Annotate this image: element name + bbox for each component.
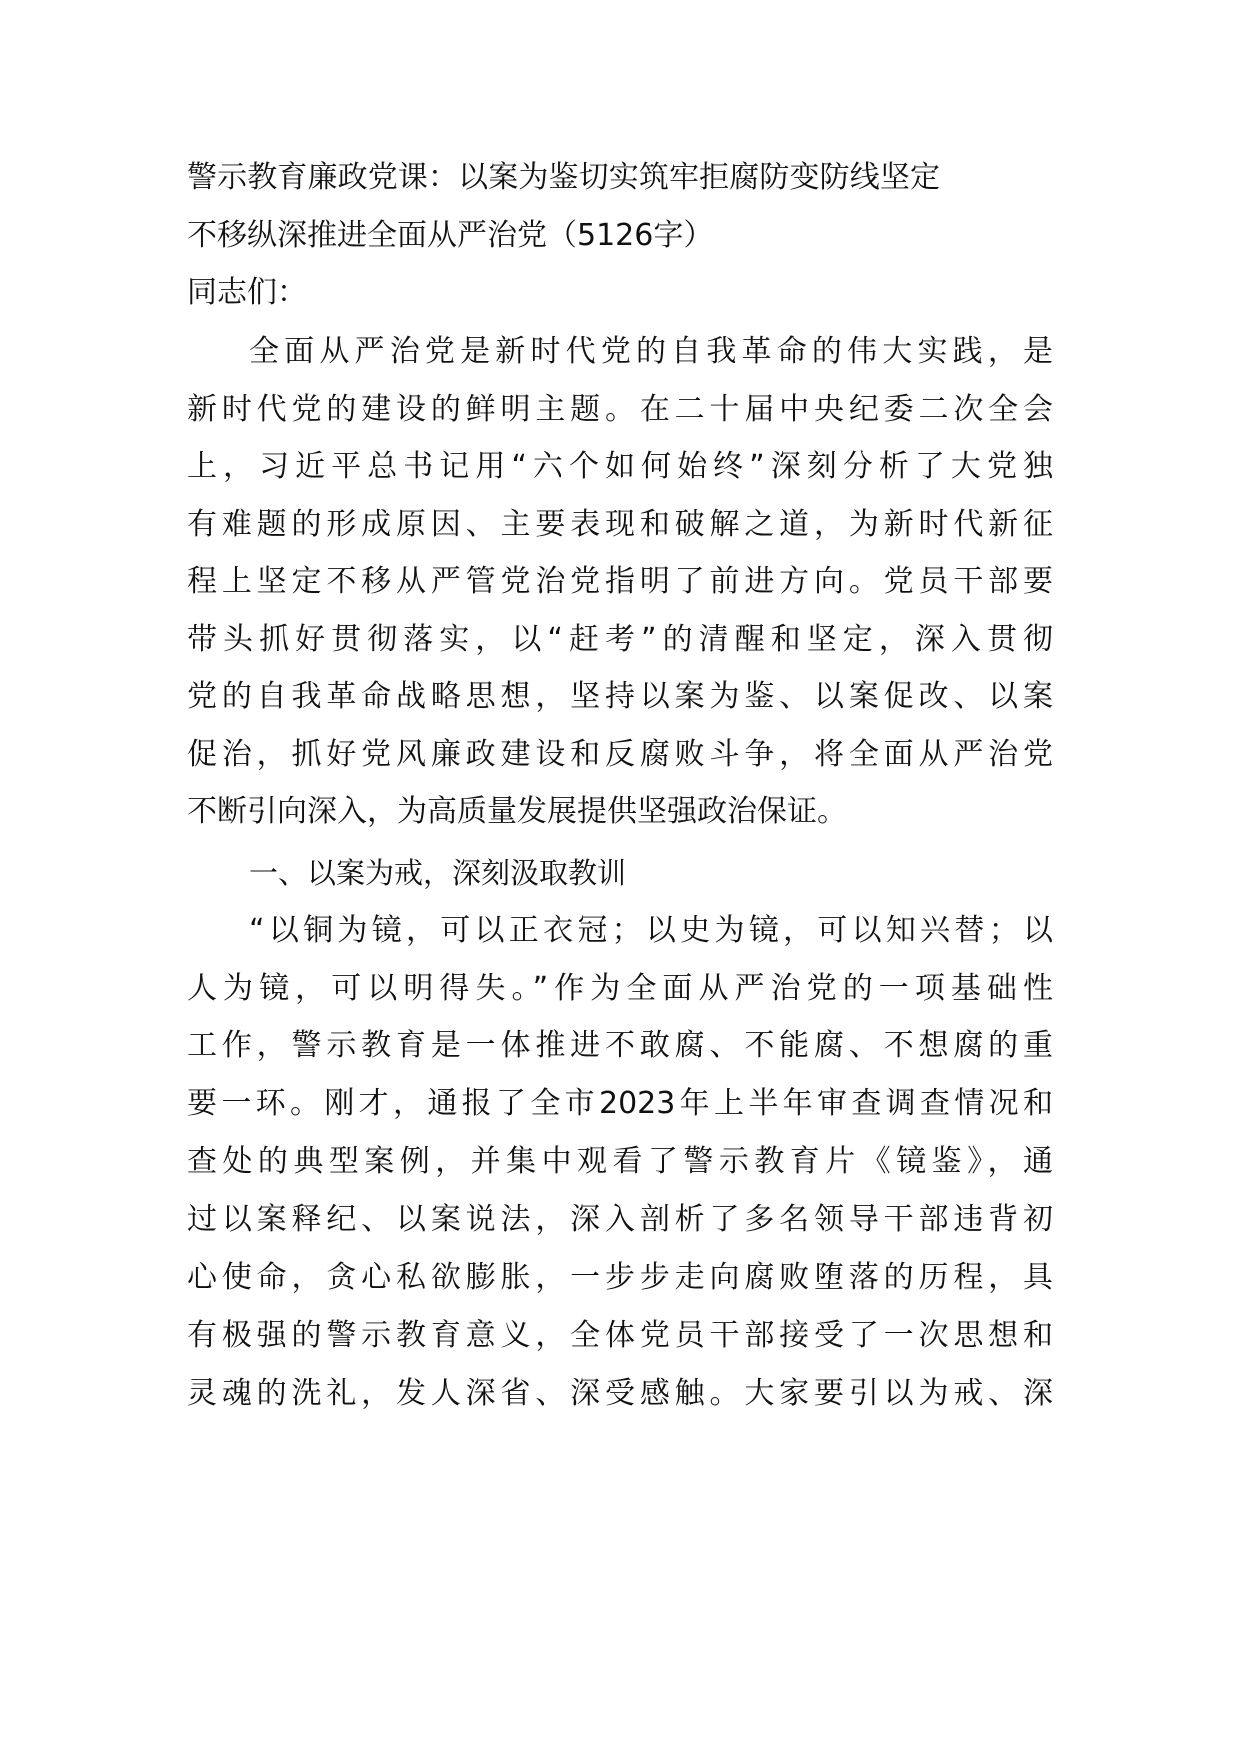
section-line: 有极强的警示教育意义，全体党员干部接受了一次思想和 xyxy=(187,1318,1053,1353)
section-line: 心使命，贪心私欲膨胀，一步步走向腐败堕落的历程，具 xyxy=(187,1260,1053,1295)
intro-line: 促治，抓好党风廉政建设和反腐败斗争，将全面从严治党 xyxy=(187,737,1053,772)
intro-line: 全面从严治党是新时代党的自我革命的伟大实践，是 xyxy=(249,334,1053,369)
salutation: 同志们： xyxy=(187,275,307,310)
section-line: 过以案释纪、以案说法，深入剖析了多名领导干部违背初 xyxy=(187,1202,1053,1237)
intro-line: 程上坚定不移从严管党治党指明了前进方向。党员干部要 xyxy=(187,564,1053,599)
document-title-line-1: 警示教育廉政党课：以案为鉴切实筑牢拒腐防变防线坚定 xyxy=(187,160,940,195)
intro-line: 有难题的形成原因、主要表现和破解之道，为新时代新征 xyxy=(187,507,1053,542)
section-line: 人为镜，可以明得失。”作为全面从严治党的一项基础性 xyxy=(187,971,1053,1006)
section-line: 查处的典型案例，并集中观看了警示教育片《镜鉴》，通 xyxy=(187,1144,1053,1179)
intro-line: 上，习近平总书记用“六个如何始终”深刻分析了大党独 xyxy=(187,449,1053,484)
document-title-line-2: 不移纵深推进全面从严治党（5126字） xyxy=(187,218,714,253)
section-line: “以铜为镜，可以正衣冠；以史为镜，可以知兴替；以 xyxy=(249,913,1053,948)
section-line: 工作，警示教育是一体推进不敢腐、不能腐、不想腐的重 xyxy=(187,1028,1053,1063)
intro-line: 党的自我革命战略思想，坚持以案为鉴、以案促改、以案 xyxy=(187,679,1053,714)
section-line: 要一环。刚才，通报了全市2023年上半年审查调查情况和 xyxy=(187,1086,1053,1121)
intro-line: 新时代党的建设的鲜明主题。在二十届中央纪委二次全会 xyxy=(187,392,1053,427)
section-line: 灵魂的洗礼，发人深省、深受感触。大家要引以为戒、深 xyxy=(187,1376,1053,1411)
intro-line: 不断引向深入，为高质量发展提供坚强政治保证。 xyxy=(187,794,847,829)
intro-line: 带头抓好贯彻落实，以“赶考”的清醒和坚定，深入贯彻 xyxy=(187,622,1053,657)
section-heading: 一、以案为戒，深刻汲取教训 xyxy=(249,856,627,890)
